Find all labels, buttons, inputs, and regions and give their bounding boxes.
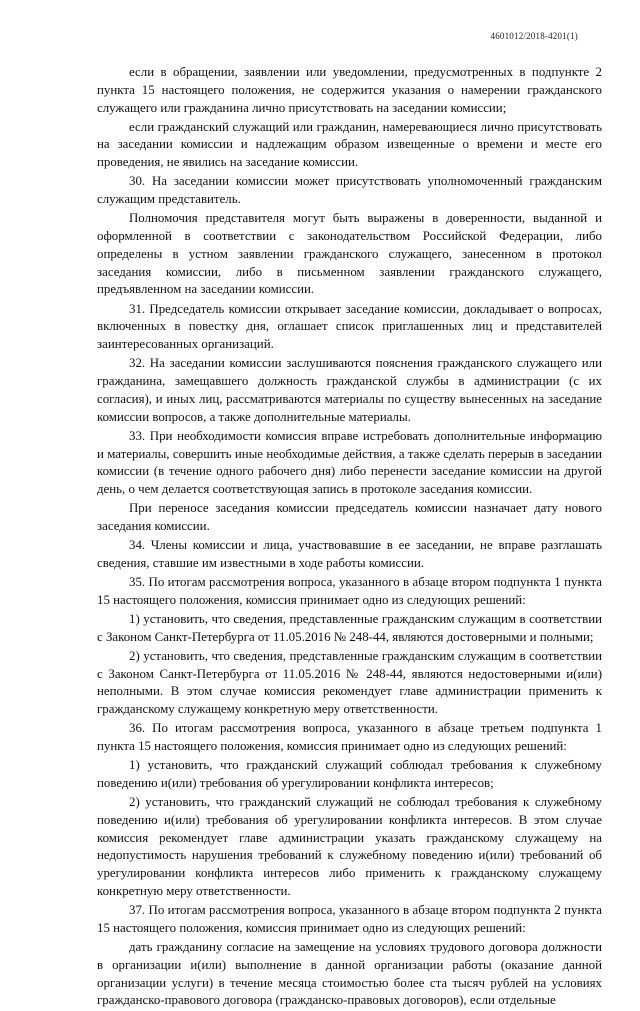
paragraph-item-35: 35. По итогам рассмотрения вопроса, указанного в абзаце втором подпункта 1 пункта 15 настоящего положения, комиссия принимает одно из следующих решений: <box>97 574 602 607</box>
subparagraph-36-1: 1) установить, что гражданский служащий соблюдал требования к служебному поведению и(или) требования об урегулировании конфликта интересов; <box>97 758 602 790</box>
subparagraph-35-2: 2) установить, что сведения, представленные гражданским служащим в соответствии с Законом Санкт-Петербурга от 11.05.2016 № 248-44, являются недостоверными и(или) неполными. В этом случае комиссия рекомендует главе администрации применить к гражданскому служащему конкретную меру ответственности. <box>97 648 602 717</box>
subparagraph-35-1: 1) установить, что сведения, представленные гражданским служащим в соответствии с Законом Санкт-Петербурга от 11.05.2016 № 248-44, являются достоверными и полными; <box>97 611 602 644</box>
paragraph-item-36: 36. По итогам рассмотрения вопроса, указанного в абзаце третьем подпункта 1 пункта 15 настоящего положения, комиссия принимает одно из следующих решений: <box>97 721 602 754</box>
paragraph: дать гражданину согласие на замещение на условиях трудового договора должности в организации и(или) выполнение в данной организации работы (оказание данной организации услуги) в течение месяца стоимостью более ста тысяч рублей на условиях гражданско-правового договора (гражданско-правовых договоров), если отдельные <box>97 940 602 1008</box>
paragraph-item-37: 37. По итогам рассмотрения вопроса, указанного в абзаце втором подпункта 2 пункта 15 настоящего положения, комиссия принимает одно из следующих решений: <box>97 903 602 935</box>
paragraph-item-34: 34. Члены комиссии и лица, участвовавшие в ее заседании, не вправе разглашать сведения, ставшие им известными в ходе работы комиссии. <box>97 538 602 570</box>
paragraph-item-33: 33. При необходимости комиссия вправе истребовать дополнительные информацию и материалы, совершить иные необходимые действия, а также сделать перерыв в заседании комиссии (в течение одного рабочего дня) либо перенести заседание комиссии на другой день, о чем делается соответствующая запись в протоколе заседания комиссии. <box>97 428 602 497</box>
paragraph-item-32: 32. На заседании комиссии заслушиваются пояснения гражданского служащего или гражданина, замещавшего должность гражданской службы в администрации (с их согласия), и иных лиц, рассматриваются материалы по существу вынесенных на заседание комиссии вопросов, а также дополнительные материалы. <box>97 356 602 424</box>
paragraph-item-30: 30. На заседании комиссии может присутствовать уполномоченный гражданским служащим представитель. <box>97 174 602 207</box>
document-registration-number: 4601012/2018-4201(1) <box>490 31 578 41</box>
paragraph: если в обращении, заявлении или уведомлении, предусмотренных в подпункте 2 пункта 15 настоящего положения, не содержится указания о намерении гражданского служащего или гражданина лично присутствовать на заседании комиссии; <box>97 65 602 115</box>
paragraph: Полномочия представителя могут быть выражены в доверенности, выданной и оформленной в соответствии с законодательством Российской Федерации, либо определены в устном заявлении гражданского служащего, занесенном в протокол заседания комиссии, либо в письменном заявлении гражданского служащего, предъявленном на заседании комиссии. <box>97 211 602 297</box>
paragraph: если гражданский служащий или гражданин, намеревающиеся лично присутствовать на заседании комиссии и надлежащим образом извещенные о времени и месте его проведения, не явились на заседание комиссии. <box>97 119 602 170</box>
document-body <box>97 64 602 1011</box>
paragraph-item-31: 31. Председатель комиссии открывает заседание комиссии, докладывает о вопросах, включенных в повестку дня, оглашает список приглашенных лиц и представителей заинтересованных организаций. <box>97 301 602 352</box>
subparagraph-36-2: 2) установить, что гражданский служащий не соблюдал требования к служебному поведению и(или) требования об урегулировании конфликта интересов. В этом случае комиссия рекомендует главе администрации указать гражданскому служащему на недопустимость нарушения требований к служебному поведению и(или) требований об урегулировании конфликта интересов либо применить к гражданскому служащему конкретную меру ответственности. <box>97 795 602 899</box>
paragraph: При переносе заседания комиссии председатель комиссии назначает дату нового заседания комиссии. <box>97 501 602 533</box>
